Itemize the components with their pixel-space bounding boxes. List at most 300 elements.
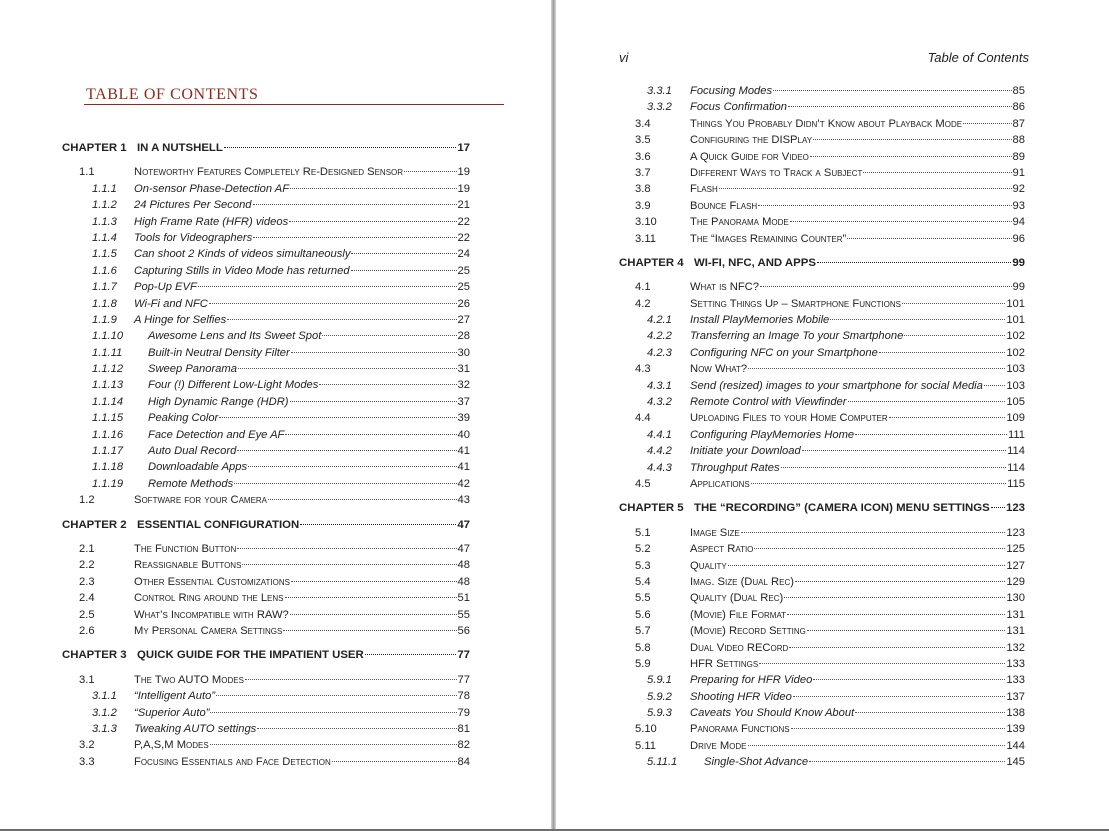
toc-dot-leader	[830, 319, 1005, 320]
toc-entry[interactable]	[619, 541, 1025, 557]
toc-entry-page: 101	[1006, 314, 1025, 327]
toc-entry-page: 27	[457, 313, 470, 326]
toc-entry-number: 5.9.3	[647, 707, 672, 720]
toc-entry[interactable]	[62, 721, 470, 737]
toc-entry[interactable]	[619, 149, 1025, 165]
toc-entry[interactable]	[619, 378, 1025, 394]
toc-entry-number: 4.2	[635, 297, 651, 310]
toc-entry-page: 114	[1007, 445, 1025, 458]
toc-entry-number: 1.1.9	[92, 313, 117, 326]
toc-entry-number: 3.11	[635, 232, 656, 245]
toc-entry-title: Pop-Up EVF	[134, 281, 197, 294]
toc-entry[interactable]	[619, 607, 1025, 623]
toc-entry-number: 1.1.2	[92, 199, 117, 212]
toc-entry-page: 21	[457, 199, 470, 212]
toc-entry-page: 41	[457, 461, 470, 474]
toc-dot-leader	[300, 524, 456, 525]
toc-entry-number: 5.6	[635, 608, 651, 621]
toc-dot-leader	[790, 221, 1012, 222]
toc-entry[interactable]	[619, 181, 1025, 197]
toc-entry-page: 133	[1006, 657, 1025, 670]
toc-entry[interactable]	[62, 214, 470, 230]
toc-entry-title: Built-in Neutral Density Filter	[148, 346, 290, 359]
toc-entry[interactable]	[62, 476, 470, 492]
toc-entry[interactable]	[619, 296, 1025, 312]
toc-entry[interactable]	[62, 164, 470, 180]
toc-entry-number: 1.2	[79, 494, 95, 507]
toc-entry[interactable]	[62, 557, 470, 573]
toc-dot-leader	[322, 335, 456, 336]
toc-entry-title: Downloadable Apps	[148, 461, 248, 474]
toc-entry-page: 114	[1007, 461, 1025, 474]
toc-entry[interactable]	[619, 656, 1025, 672]
toc-entry[interactable]	[619, 721, 1025, 737]
toc-entry-page: 41	[457, 445, 470, 458]
toc-entry-title: Image Size	[690, 526, 740, 539]
toc-entry-page: 127	[1006, 559, 1025, 572]
toc-entry[interactable]	[62, 377, 470, 393]
toc-entry[interactable]	[62, 345, 470, 361]
toc-entry-number: 1.1.4	[92, 231, 117, 244]
toc-entry-number: 2.5	[79, 608, 95, 621]
toc-entry[interactable]	[619, 443, 1025, 459]
toc-entry-title: High Dynamic Range (HDR)	[148, 395, 289, 408]
toc-chapter-entry[interactable]	[62, 140, 470, 156]
toc-entry-page: 25	[457, 264, 470, 277]
toc-entry-number: 1.1.3	[92, 215, 117, 228]
toc-dot-leader	[216, 695, 456, 696]
toc-entry[interactable]	[62, 296, 470, 312]
toc-entry-number: 3.10	[635, 216, 657, 229]
toc-entry-title: Configuring PlayMemories Home	[690, 428, 855, 441]
toc-entry-title: Awesome Lens and Its Sweet Spot	[148, 330, 322, 343]
toc-entry-page: 79	[457, 706, 470, 719]
toc-entry-number: 5.11.1	[647, 756, 678, 769]
toc-dot-leader	[719, 188, 1012, 189]
toc-entry[interactable]	[62, 737, 470, 753]
toc-heading: TABLE OF CONTENTS	[86, 86, 259, 103]
toc-dot-leader	[855, 712, 1005, 713]
toc-entry-title: Send (resized) images to your smartphone for social Media	[690, 379, 983, 392]
toc-entry[interactable]	[619, 345, 1025, 361]
toc-chapter-entry[interactable]	[62, 647, 470, 663]
toc-entry-page: 48	[457, 575, 470, 588]
toc-entry-page: 55	[457, 608, 470, 621]
toc-entry-page: 132	[1006, 641, 1025, 654]
toc-dot-leader	[404, 171, 457, 172]
toc-entry-number: 5.5	[635, 592, 651, 605]
toc-entry-title: (Movie) File Format	[690, 608, 787, 621]
toc-entry[interactable]	[619, 574, 1025, 590]
toc-dot-leader	[291, 352, 457, 353]
toc-entry-number: 1.1.16	[92, 428, 124, 441]
toc-chapter-entry[interactable]	[62, 517, 470, 533]
toc-entry-number: 2.2	[79, 559, 95, 572]
toc-dot-leader	[242, 564, 456, 565]
toc-entry[interactable]	[62, 230, 470, 246]
toc-entry[interactable]	[62, 541, 470, 557]
toc-dot-leader	[758, 205, 1011, 206]
toc-entry[interactable]	[62, 361, 470, 377]
toc-entry-title: Auto Dual Record	[148, 445, 237, 458]
toc-entry-title: Tools for Videographers	[134, 231, 253, 244]
toc-dot-leader	[283, 630, 456, 631]
toc-entry-page: 125	[1006, 543, 1025, 556]
toc-entry-title: Bounce Flash	[690, 199, 758, 212]
toc-dot-leader	[879, 352, 1006, 353]
toc-entry-number: 5.3	[635, 559, 651, 572]
toc-entry-page: 137	[1006, 690, 1025, 703]
toc-dot-leader	[219, 417, 456, 418]
toc-dot-leader	[787, 614, 1005, 615]
toc-entry-title: Peaking Color	[148, 412, 219, 425]
toc-entry-title: Can shoot 2 Kinds of videos simultaneously	[134, 248, 351, 261]
toc-entry-title: Setting Things Up – Smartphone Functions	[690, 297, 901, 310]
toc-entry-title: On-sensor Phase-Detection AF	[134, 182, 290, 195]
toc-dot-leader	[795, 581, 1005, 582]
toc-entry-number: 1.1	[79, 166, 95, 179]
toc-entry-number: CHAPTER 3	[62, 649, 127, 662]
toc-entry[interactable]	[619, 231, 1025, 247]
toc-entry-title: Configuring NFC on your Smartphone	[690, 346, 878, 359]
toc-entry[interactable]	[619, 410, 1025, 426]
toc-dot-leader	[748, 368, 1005, 369]
toc-list-left	[62, 140, 470, 770]
toc-entry-page: 86	[1012, 101, 1025, 114]
toc-dot-leader	[810, 156, 1012, 157]
toc-entry-title: Dual Video RECord	[690, 641, 789, 654]
toc-heading-rule	[84, 104, 504, 105]
toc-entry-number: 1.1.18	[92, 461, 124, 474]
toc-entry-title: Noteworthy Features Completely Re-Designed Sensor	[134, 166, 404, 179]
toc-entry[interactable]	[619, 672, 1025, 688]
toc-entry-title: Tweaking AUTO settings	[134, 722, 257, 735]
toc-entry[interactable]	[619, 198, 1025, 214]
toc-entry[interactable]	[619, 214, 1025, 230]
toc-entry-number: CHAPTER 1	[62, 142, 127, 154]
toc-entry-number: 1.1.1	[92, 182, 117, 195]
toc-entry[interactable]	[62, 443, 470, 459]
toc-dot-leader	[291, 581, 457, 582]
toc-entry-title: Uploading Files to your Home Computer	[690, 412, 888, 425]
toc-entry[interactable]	[62, 197, 470, 213]
toc-entry-title: Remote Methods	[148, 477, 234, 490]
toc-dot-leader	[268, 499, 457, 500]
toc-entry-number: 4.3.2	[647, 396, 672, 409]
toc-entry-page: 43	[457, 494, 470, 507]
toc-entry[interactable]	[62, 688, 470, 704]
toc-entry-page: 47	[457, 542, 470, 555]
toc-dot-leader	[209, 303, 457, 304]
toc-dot-leader	[813, 679, 1005, 680]
toc-entry-number: 5.1	[635, 526, 651, 539]
toc-entry-number: 1.1.13	[92, 379, 124, 392]
toc-entry[interactable]	[62, 394, 470, 410]
toc-dot-leader	[290, 188, 457, 189]
toc-entry-title: Install PlayMemories Mobile	[690, 314, 830, 327]
toc-dot-leader	[963, 123, 1011, 124]
toc-dot-leader	[748, 745, 1006, 746]
toc-entry[interactable]	[619, 640, 1025, 656]
toc-entry-page: 25	[457, 281, 470, 294]
toc-entry-title: THE “RECORDING” (CAMERA ICON) MENU SETTINGS	[694, 502, 990, 515]
toc-entry[interactable]	[619, 623, 1025, 639]
toc-dot-leader	[847, 238, 1011, 239]
toc-entry[interactable]	[619, 312, 1025, 328]
toc-dot-leader	[863, 172, 1011, 173]
toc-entry-number: 5.4	[635, 575, 651, 588]
toc-entry[interactable]	[619, 83, 1025, 99]
toc-entry-number: 1.1.8	[92, 297, 117, 310]
left-page	[0, 0, 551, 831]
toc-entry-number: CHAPTER 5	[619, 502, 684, 515]
toc-dot-leader	[760, 286, 1012, 287]
toc-entry-number: 4.2.3	[647, 346, 672, 359]
toc-entry[interactable]	[62, 246, 470, 262]
toc-entry-number: 1.1.17	[92, 445, 124, 458]
toc-entry-page: 48	[457, 559, 470, 572]
toc-entry-number: 3.1.2	[92, 706, 117, 719]
toc-entry-page: 31	[457, 363, 470, 376]
toc-entry[interactable]	[62, 590, 470, 606]
toc-entry-number: 3.3.2	[647, 101, 672, 114]
toc-entry-title: ESSENTIAL CONFIGURATION	[137, 518, 300, 531]
toc-entry-title: Imag. Size (Dual Rec)	[690, 575, 794, 588]
toc-entry-page: 91	[1012, 166, 1025, 179]
toc-entry-page: 144	[1006, 739, 1025, 752]
toc-entry[interactable]	[62, 574, 470, 590]
toc-list-right	[619, 83, 1025, 771]
toc-dot-leader	[227, 319, 456, 320]
toc-dot-leader	[793, 696, 1006, 697]
toc-entry-number: 3.8	[635, 183, 651, 196]
toc-entry[interactable]	[62, 672, 470, 688]
toc-entry-title: Quality (Dual Rec)	[690, 592, 784, 605]
toc-entry[interactable]	[619, 754, 1025, 770]
toc-dot-leader	[848, 401, 1006, 402]
toc-entry[interactable]	[62, 705, 470, 721]
toc-entry-number: 4.1	[635, 281, 651, 294]
toc-dot-leader	[759, 663, 1005, 664]
toc-entry[interactable]	[619, 476, 1025, 492]
toc-entry-title: Face Detection and Eye AF	[148, 428, 285, 441]
toc-entry[interactable]	[62, 754, 470, 770]
toc-entry-number: 4.3	[635, 363, 651, 376]
toc-entry-number: CHAPTER 4	[619, 256, 684, 269]
toc-entry-page: 28	[457, 330, 470, 343]
toc-entry[interactable]	[62, 427, 470, 443]
toc-entry-number: 1.1.10	[92, 330, 124, 343]
toc-dot-leader	[245, 679, 457, 680]
toc-entry-page: 111	[1007, 428, 1025, 441]
toc-entry-page: 19	[457, 182, 470, 195]
toc-entry[interactable]	[62, 312, 470, 328]
toc-entry[interactable]	[619, 99, 1025, 115]
toc-entry-title: Reassignable Buttons	[134, 559, 242, 572]
toc-entry-page: 22	[457, 215, 470, 228]
toc-entry-number: 3.1.3	[92, 722, 117, 735]
toc-entry-title: (Movie) Record Setting	[690, 625, 806, 638]
toc-entry[interactable]	[62, 263, 470, 279]
toc-entry[interactable]	[619, 116, 1025, 132]
toc-dot-leader	[817, 262, 1011, 263]
toc-entry[interactable]	[619, 689, 1025, 705]
toc-entry-title: Transferring an Image To your Smartphone	[690, 330, 904, 343]
toc-entry-title: Other Essential Customizations	[134, 575, 290, 588]
toc-entry[interactable]	[619, 394, 1025, 410]
toc-entry-number: 5.2	[635, 543, 651, 556]
toc-entry-title: Throughput Rates	[690, 461, 780, 474]
toc-entry-page: 19	[457, 166, 470, 179]
toc-entry-title: Quality	[690, 559, 727, 572]
toc-entry-number: 3.1	[79, 673, 95, 686]
toc-entry-page: 30	[457, 346, 470, 359]
toc-entry-page: 85	[1012, 85, 1025, 97]
toc-entry-title: Single-Shot Advance	[704, 756, 809, 769]
toc-entry-page: 102	[1006, 346, 1025, 359]
toc-dot-leader	[319, 384, 456, 385]
toc-entry-page: 138	[1006, 707, 1025, 720]
toc-entry[interactable]	[619, 361, 1025, 377]
toc-entry-page: 130	[1006, 592, 1025, 605]
toc-entry-number: 1.1.14	[92, 395, 124, 408]
toc-entry[interactable]	[62, 181, 470, 197]
toc-entry-title: What’s Incompatible with RAW?	[134, 608, 289, 621]
toc-entry-page: 115	[1007, 477, 1025, 490]
toc-entry[interactable]	[62, 492, 470, 508]
toc-entry-number: 1.1.12	[92, 363, 124, 376]
toc-entry[interactable]	[619, 460, 1025, 476]
toc-entry-title: IN A NUTSHELL	[137, 142, 223, 154]
toc-entry-number: 4.2.2	[647, 330, 672, 343]
toc-dot-leader	[789, 647, 1005, 648]
toc-entry-number: 1.1.7	[92, 281, 117, 294]
toc-entry-title: The “Images Remaining Counter”	[690, 232, 847, 245]
toc-entry-title: Applications	[690, 477, 750, 490]
toc-dot-leader	[351, 270, 457, 271]
toc-entry-title: Drive Mode	[690, 739, 747, 752]
toc-entry-page: 78	[457, 690, 470, 703]
toc-entry[interactable]	[62, 279, 470, 295]
toc-entry[interactable]	[62, 410, 470, 426]
toc-entry[interactable]	[619, 132, 1025, 148]
toc-dot-leader	[751, 483, 1006, 484]
toc-entry-page: 37	[457, 395, 470, 408]
toc-entry-title: HFR Settings	[690, 657, 759, 670]
toc-entry-page: 77	[457, 649, 470, 662]
toc-entry[interactable]	[62, 607, 470, 623]
toc-entry[interactable]	[619, 525, 1025, 541]
toc-entry[interactable]	[619, 427, 1025, 443]
toc-dot-leader	[802, 450, 1006, 451]
toc-entry-number: 5.9.1	[647, 674, 672, 687]
toc-entry-title: Aspect Ratio	[690, 543, 754, 556]
toc-dot-leader	[257, 728, 456, 729]
toc-entry-title: The Function Button	[134, 542, 237, 555]
toc-entry[interactable]	[619, 279, 1025, 295]
toc-dot-leader	[248, 466, 456, 467]
toc-entry[interactable]	[62, 328, 470, 344]
toc-dot-leader	[855, 434, 1007, 435]
toc-dot-leader	[224, 147, 456, 148]
toc-entry-number: 1.1.6	[92, 264, 117, 277]
toc-entry-title: Sweep Panorama	[148, 363, 237, 376]
toc-entry-title: WI-FI, NFC, AND APPS	[694, 256, 816, 269]
toc-entry-number: 4.2.1	[647, 314, 672, 327]
toc-entry-number: 5.10	[635, 723, 657, 736]
toc-entry-number: 3.3.1	[647, 85, 672, 97]
toc-entry-page: 105	[1006, 396, 1025, 409]
toc-entry[interactable]	[619, 738, 1025, 754]
toc-entry-title: Remote Control with Viewfinder	[690, 396, 847, 409]
toc-entry-title: “Intelligent Auto”	[134, 690, 216, 703]
toc-entry-page: 99	[1012, 281, 1025, 294]
toc-entry[interactable]	[619, 558, 1025, 574]
toc-entry[interactable]	[619, 328, 1025, 344]
toc-entry-page: 77	[457, 673, 470, 686]
toc-chapter-entry[interactable]	[619, 255, 1025, 271]
toc-entry-title: Focus Confirmation	[690, 101, 787, 114]
toc-entry-page: 81	[457, 722, 470, 735]
toc-entry-number: 3.7	[635, 166, 651, 179]
toc-entry-page: 51	[457, 592, 470, 605]
toc-entry-title: Wi-Fi and NFC	[134, 297, 208, 310]
toc-entry-title: Panorama Functions	[690, 723, 790, 736]
toc-entry-title: Now What?	[690, 363, 748, 376]
toc-dot-leader	[237, 548, 456, 549]
toc-dot-leader	[902, 303, 1005, 304]
toc-dot-leader	[889, 417, 1006, 418]
toc-entry[interactable]	[619, 590, 1025, 606]
toc-entry-title: Caveats You Should Know About	[690, 707, 855, 720]
toc-entry-number: 3.4	[635, 117, 651, 130]
toc-dot-leader	[198, 286, 457, 287]
toc-entry-page: 103	[1006, 363, 1025, 376]
toc-entry-title: QUICK GUIDE FOR THE IMPATIENT USER	[137, 649, 364, 662]
toc-dot-leader	[788, 106, 1012, 107]
toc-entry-page: 123	[1005, 502, 1025, 515]
toc-dot-leader	[781, 467, 1007, 468]
toc-entry-title: Initiate your Download	[690, 445, 801, 458]
toc-entry-title: My Personal Camera Settings	[134, 624, 283, 637]
toc-entry-number: 4.4.2	[647, 445, 672, 458]
toc-entry[interactable]	[619, 165, 1025, 181]
toc-dot-leader	[210, 744, 457, 745]
toc-entry-page: 17	[457, 142, 470, 154]
toc-entry-number: 4.4	[635, 412, 651, 425]
toc-entry[interactable]	[619, 705, 1025, 721]
toc-entry-number: 2.3	[79, 575, 95, 588]
toc-entry-number: 4.3.1	[647, 379, 672, 392]
toc-entry-page: 92	[1012, 183, 1025, 196]
toc-entry-page: 103	[1006, 379, 1025, 392]
toc-entry-number: 3.5	[635, 134, 651, 147]
toc-entry-number: 3.2	[79, 739, 95, 752]
toc-entry-title: A Quick Guide for Video	[690, 150, 809, 163]
toc-dot-leader	[210, 712, 456, 713]
running-head-title: Table of Contents	[927, 50, 1029, 65]
toc-entry-title: Different Ways to Track a Subject	[690, 166, 863, 179]
toc-entry[interactable]	[62, 623, 470, 639]
toc-entry[interactable]	[62, 459, 470, 475]
toc-dot-leader	[813, 139, 1012, 140]
toc-entry-number: 3.3	[79, 755, 95, 768]
toc-entry-page: 129	[1006, 575, 1025, 588]
toc-dot-leader	[289, 221, 456, 222]
toc-entry-title: 24 Pictures Per Second	[134, 199, 252, 212]
toc-chapter-entry[interactable]	[619, 500, 1025, 516]
toc-entry-page: 101	[1006, 297, 1025, 310]
